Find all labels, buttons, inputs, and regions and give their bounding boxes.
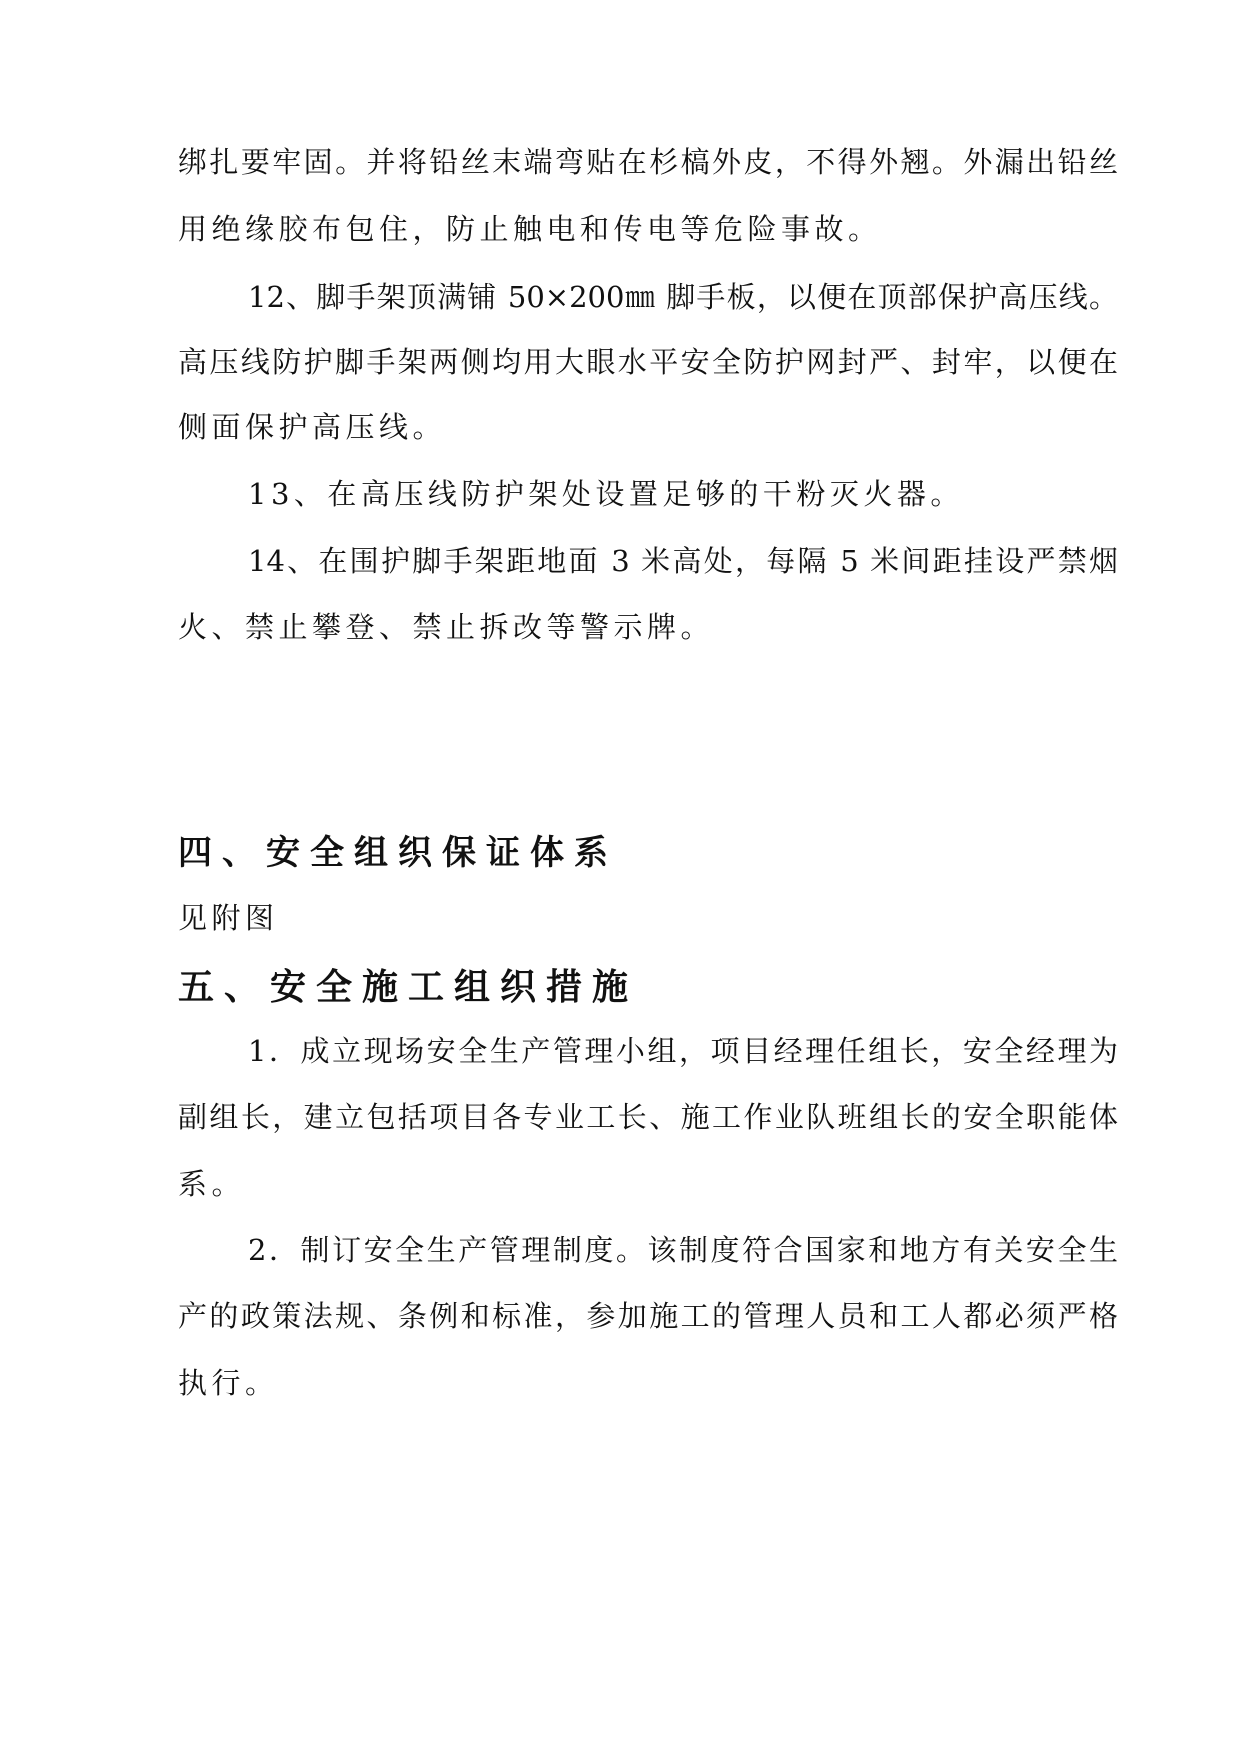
section-5-item-2-line-2: 产的政策法规、条例和标准，参加施工的管理人员和工人都必须严格 [178,1299,1118,1333]
paragraph-11-line-1: 绑扎要牢固。并将铅丝末端弯贴在杉槁外皮，不得外翘。外漏出铅丝 [178,145,1118,179]
section-5-item-1-line-2: 副组长，建立包括项目各专业工长、施工作业队班组长的安全职能体 [178,1100,1118,1134]
paragraph-14-line-2: 火、禁止攀登、禁止拆改等警示牌。 [178,610,715,644]
paragraph-14-line-1: 14、在围护脚手架距地面 3 米高处，每隔 5 米间距挂设严禁烟 [248,544,1118,578]
paragraph-12-line-2: 高压线防护脚手架两侧均用大眼水平安全防护网封严、封牢，以便在 [178,345,1118,379]
paragraph-11-line-2: 用绝缘胶布包住，防止触电和传电等危险事故。 [178,212,882,246]
section-5-item-2-line-1: 2．制订安全生产管理制度。该制度符合国家和地方有关安全生 [248,1233,1118,1267]
section-5-heading: 五、安全施工组织措施 [178,967,639,1008]
section-5-item-2-line-3: 执行。 [178,1366,279,1400]
paragraph-13-line-1: 13、在高压线防护架处设置足够的干粉灭火器。 [248,477,964,511]
section-4-heading: 四、安全组织保证体系 [178,833,618,873]
paragraph-12-line-3: 侧面保护高压线。 [178,410,447,444]
section-5-item-1-line-3: 系。 [178,1167,246,1201]
section-5-item-1-line-1: 1．成立现场安全生产管理小组，项目经理任组长，安全经理为 [248,1034,1118,1068]
paragraph-12-line-1: 12、脚手架顶满铺 50×200㎜ 脚手板，以便在顶部保护高压线。 [248,280,1118,314]
section-4-text: 见附图 [178,901,279,935]
